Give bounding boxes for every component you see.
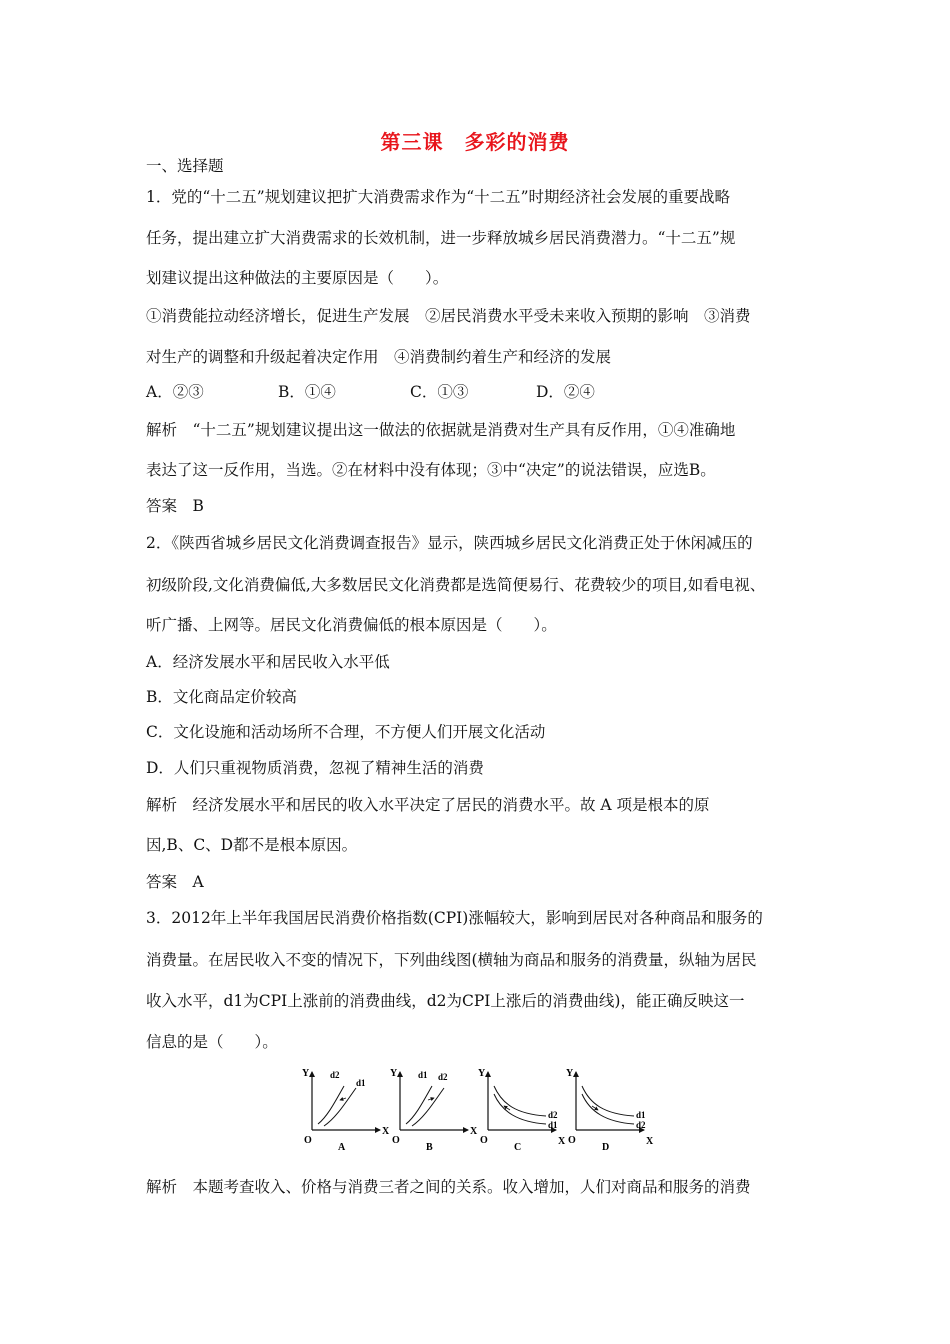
- curve-d2: [318, 1086, 344, 1124]
- q2-option-d: D．人们只重视物质消费，忽视了精神生活的消费: [146, 759, 484, 777]
- q1-stem-line: 任务，提出建立扩大消费需求的长效机制，进一步释放城乡居民消费潜力。“十二五”规: [146, 229, 736, 247]
- curve-d1: [406, 1086, 432, 1124]
- origin-label: O: [304, 1135, 312, 1146]
- q3-stem-line: 信息的是（ ）。: [146, 1033, 278, 1051]
- q2-analysis-line: 解析 经济发展水平和居民的收入水平决定了居民的消费水平。故 A 项是根本的原: [146, 796, 710, 814]
- curve-label: d1: [356, 1078, 366, 1088]
- figure-panel-a: [302, 1068, 390, 1153]
- q1-statement-line: ①消费能拉动经济增长，促进生产发展 ②居民消费水平受未来收入预期的影响 ③消费: [146, 307, 751, 325]
- q3-stem-line: 收入水平，d1为CPI上涨前的消费曲线，d2为CPI上涨后的消费曲线)，能正确反映这一: [146, 992, 745, 1010]
- q1-options: [146, 382, 595, 402]
- q2-answer: 答案 A: [146, 873, 204, 891]
- q1-stem-line: 划建议提出这种做法的主要原因是（ ）。: [146, 269, 449, 287]
- q2-stem-line: 初级阶段,文化消费偏低,大多数居民文化消费都是选简便易行、花费较少的项目,如看电视、: [146, 576, 766, 594]
- x-axis-label: X: [646, 1136, 654, 1147]
- origin-label: O: [392, 1135, 400, 1146]
- curve-label: d2: [548, 1110, 558, 1120]
- page-title: 第三课 多彩的消费: [380, 130, 570, 154]
- curve-d2: [494, 1086, 546, 1116]
- panel-label-d: D: [602, 1142, 610, 1153]
- q3-stem-line: 消费量。在居民收入不变的情况下，下列曲线图(横轴为商品和服务的消费量，纵轴为居民: [146, 951, 757, 969]
- figure-panel-b: [390, 1068, 478, 1153]
- figure-panel-c: [478, 1068, 566, 1153]
- q2-stem-line: 听广播、上网等。居民文化消费偏低的根本原因是（ ）。: [146, 616, 557, 634]
- origin-label: O: [568, 1135, 576, 1146]
- q2-option-c: C．文化设施和活动场所不合理，不方便人们开展文化活动: [146, 723, 546, 741]
- q2-option-a: A．经济发展水平和居民收入水平低: [146, 653, 390, 671]
- q1-statement-line: 对生产的调整和升级起着决定作用 ④消费制约着生产和经济的发展: [146, 348, 612, 366]
- q3-figures-svg: [300, 1066, 660, 1162]
- y-axis-label: Y: [302, 1068, 310, 1079]
- x-axis-label: X: [558, 1136, 566, 1147]
- q1-stem-line: 1．党的“十二五”规划建议把扩大消费需求作为“十二五”时期经济社会发展的重要战略: [146, 188, 731, 206]
- x-axis-label: X: [470, 1126, 478, 1137]
- section-heading: 一、选择题: [146, 157, 224, 175]
- q2-analysis-line: 因,B、C、D都不是根本原因。: [146, 836, 358, 854]
- q1-answer: 答案 B: [146, 497, 204, 515]
- curve-label: d2: [636, 1120, 646, 1130]
- origin-label: O: [480, 1135, 488, 1146]
- curve-d1: [582, 1086, 634, 1116]
- curve-label: d1: [636, 1110, 646, 1120]
- q1-analysis-line: 表达了这一反作用，当选。②在材料中没有体现；③中“决定”的说法错误，应选B。: [146, 461, 716, 479]
- q1-option-d: D．②④: [536, 383, 595, 401]
- q3-stem-line: 3．2012年上半年我国居民消费价格指数(CPI)涨幅较大，影响到居民对各种商品和服务的: [146, 909, 763, 927]
- q1-option-b: B．①④: [278, 383, 336, 401]
- curve-label: d1: [418, 1070, 428, 1080]
- panel-label-c: C: [514, 1142, 522, 1153]
- figure-panel-d: [566, 1068, 654, 1153]
- curve-label: d2: [330, 1070, 340, 1080]
- q1-option-c: C．①③: [410, 383, 469, 401]
- y-axis-label: Y: [566, 1068, 574, 1079]
- q2-stem-line: 2．《陕西省城乡居民文化消费调查报告》显示，陕西城乡居民文化消费正处于休闲减压的: [146, 534, 753, 552]
- x-axis-label: X: [382, 1126, 390, 1137]
- curve-label: d1: [548, 1120, 558, 1130]
- panel-label-b: B: [426, 1142, 433, 1153]
- y-axis-label: Y: [390, 1068, 398, 1079]
- panel-label-a: A: [338, 1142, 346, 1153]
- q2-option-b: B．文化商品定价较高: [146, 688, 297, 706]
- q1-option-a: A．②③: [146, 383, 204, 401]
- q3-analysis-line: 解析 本题考查收入、价格与消费三者之间的关系。收入增加，人们对商品和服务的消费: [146, 1178, 751, 1196]
- q1-analysis-line: 解析 “十二五”规划建议提出这一做法的依据就是消费对生产具有反作用，①④准确地: [146, 421, 736, 439]
- y-axis-label: Y: [478, 1068, 486, 1079]
- q3-curve-figures: [300, 1066, 660, 1162]
- curve-label: d2: [438, 1072, 448, 1082]
